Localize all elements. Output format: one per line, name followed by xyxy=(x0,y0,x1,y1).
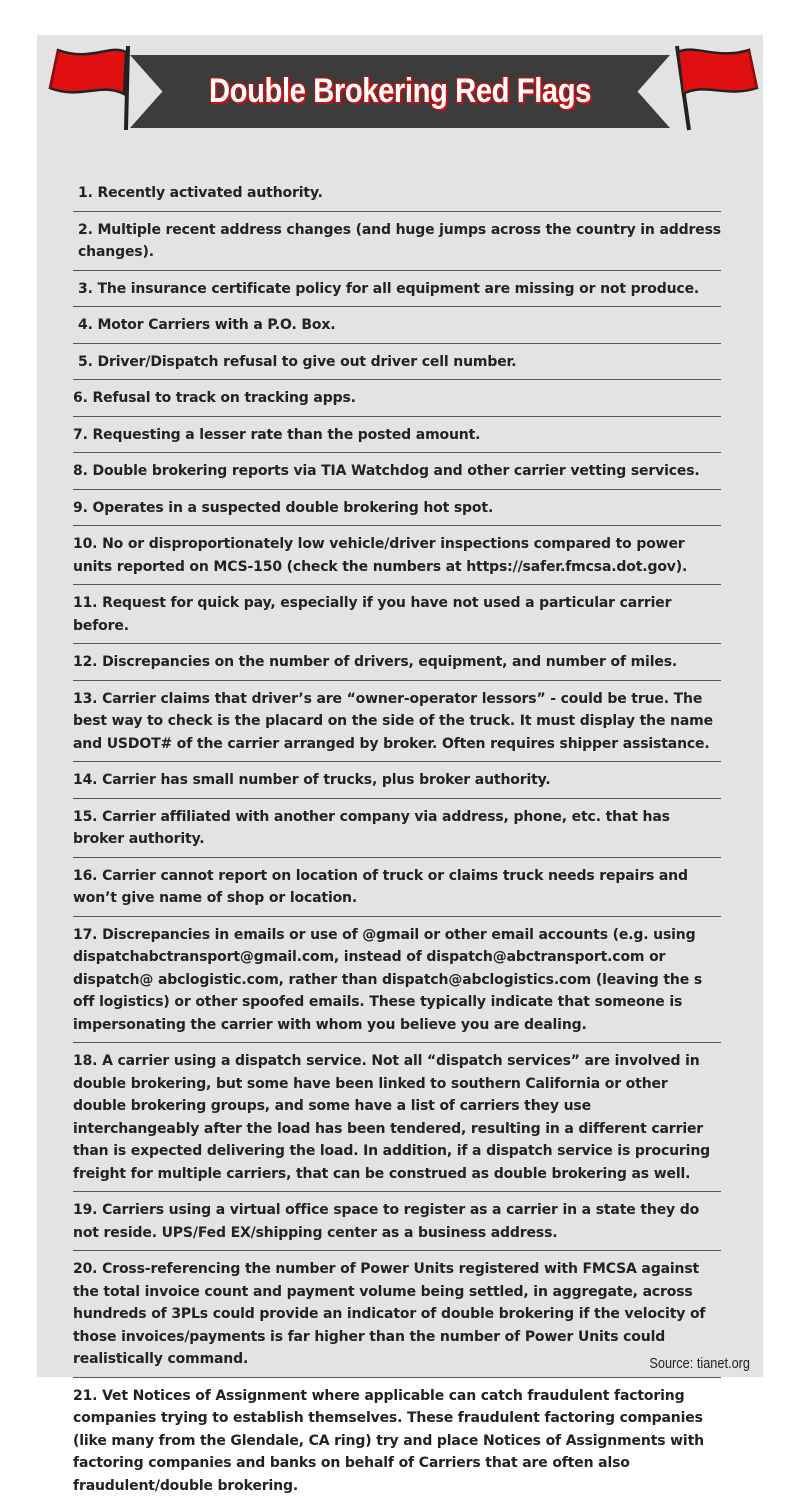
list-item: 14. Carrier has small number of trucks, plus broker authority. xyxy=(73,767,721,799)
list-item: 9. Operates in a suspected double brokering hot spot. xyxy=(73,495,721,527)
list-item: 10. No or disproportionately low vehicle/driver inspections compared to power units reported on MCS-150 (check the numbers at https://safer.fmcsa.dot.gov). xyxy=(73,531,721,585)
list-item: 13. Carrier claims that driver’s are “owner-operator lessors” - could be true. The best way to check is the placard on the side of the truck. It must display the name and USDOT# of the carrier arranged by broker. Often requires shipper assistance. xyxy=(73,686,721,763)
list-item: 8. Double brokering reports via TIA Watchdog and other carrier vetting services. xyxy=(73,458,721,490)
list-item: 21. Vet Notices of Assignment where applicable can catch fraudulent factoring companies trying to establish themselves. These fraudulent factoring companies (like many from the Glendale, CA ring) try and place Notices of Assignments with factoring companies and banks on behalf of Carriers that are often also fraudulent/double brokering. xyxy=(73,1387,704,1494)
list-item: 6. Refusal to track on tracking apps. xyxy=(73,385,721,417)
list-item: 5. Driver/Dispatch refusal to give out driver cell number. xyxy=(73,349,721,381)
page-title: Double Brokering Red Flags xyxy=(208,72,592,110)
list-item: 1. Recently activated authority. xyxy=(73,180,721,212)
list-item: 17. Discrepancies in emails or use of @gmail or other email accounts (e.g. using dispatchabctransport@gmail.com, instead of dispatch@abctransport.com or dispatch@ abclogistic.com, rather than dispatch@abclogistics.com (leaving the s off logistics) or other spoofed emails. These typically indicate that someone is impersonating the carrier with whom you believe you are dealing. xyxy=(73,922,721,1044)
list-item: 3. The insurance certificate policy for all equipment are missing or not produce. xyxy=(73,276,721,308)
list-item: 16. Carrier cannot report on location of truck or claims truck needs repairs and won’t give name of shop or location. xyxy=(73,863,721,917)
list-item: 19. Carriers using a virtual office space to register as a carrier in a state they do not reside. UPS/Fed EX/shipping center as a business address. xyxy=(73,1197,721,1251)
red-flag-left-icon xyxy=(40,38,140,138)
list-item: 7. Requesting a lesser rate than the posted amount. xyxy=(73,422,721,454)
list-item: 15. Carrier affiliated with another company via address, phone, etc. that has broker authority. xyxy=(73,804,721,858)
source-credit: Source: tianet.org xyxy=(649,1355,750,1372)
red-flag-right-icon xyxy=(665,38,765,138)
list-item: 11. Request for quick pay, especially if you have not used a particular carrier before. xyxy=(73,590,721,644)
list-item: 4. Motor Carriers with a P.O. Box. xyxy=(73,312,721,344)
list-item: 20. Cross-referencing the number of Power Units registered with FMCSA against the total invoice count and payment volume being settled, in aggregate, across hundreds of 3PLs could provide an indicator of double brokering if the velocity of those invoices/payments is far higher than the number of Power Units could realistically command. xyxy=(73,1256,721,1378)
list-item: 12. Discrepancies on the number of drivers, equipment, and number of miles. xyxy=(73,649,721,681)
list-item: 2. Multiple recent address changes (and huge jumps across the country in address changes). xyxy=(73,217,721,271)
red-flag-list xyxy=(73,180,721,1508)
list-item: 18. A carrier using a dispatch service. Not all “dispatch services” are involved in double brokering, but some have been linked to southern California or other double brokering groups, and some have a list of carriers they use interchangeably after the load has been tendered, resulting in a different carrier than is expected delivering the load. In addition, if a dispatch service is procuring freight for multiple carriers, that can be construed as double brokering as well. xyxy=(73,1048,721,1192)
